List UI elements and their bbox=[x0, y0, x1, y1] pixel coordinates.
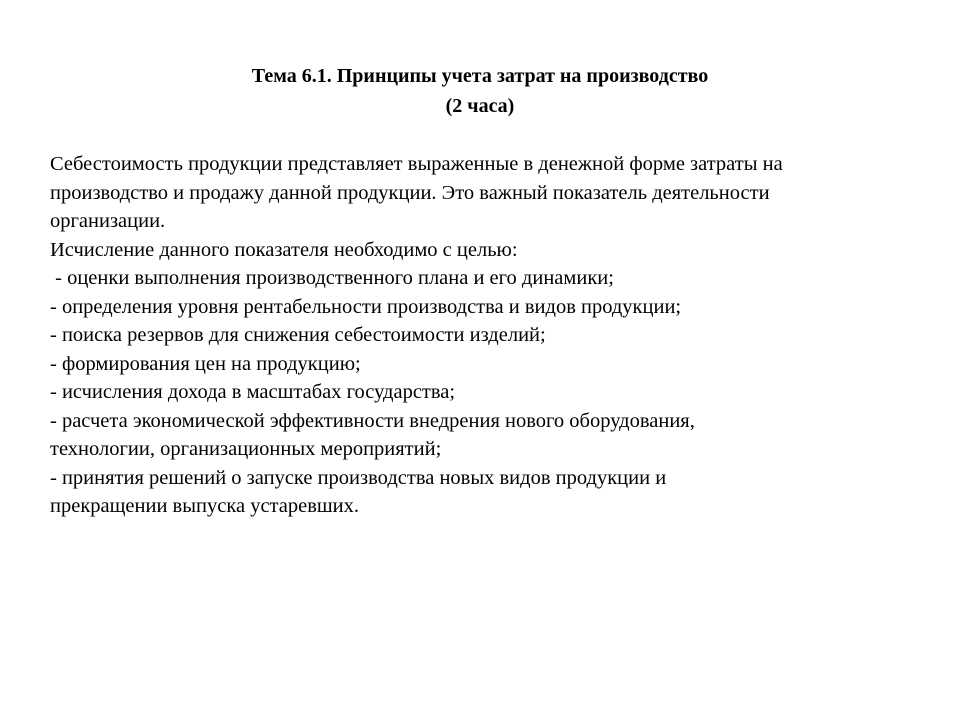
list-item: - исчисления дохода в масштабах государства; bbox=[50, 381, 456, 403]
body-text bbox=[50, 150, 930, 521]
title-line-2: (2 часа) bbox=[445, 95, 515, 117]
body-line: производство и продажу данной продукции. Это важный показатель деятельности bbox=[50, 181, 770, 204]
list-item-continuation: технологии, организационных мероприятий; bbox=[50, 438, 442, 460]
list-item: - принятия решений о запуске производства новых видов продукции и bbox=[50, 466, 667, 489]
body-line: организации. bbox=[50, 210, 166, 232]
list-item: - поиска резервов для снижения себестоимости изделий; bbox=[50, 324, 546, 346]
list-item: - определения уровня рентабельности производства и видов продукции; bbox=[50, 295, 682, 318]
list-item: - расчета экономической эффективности внедрения нового оборудования, bbox=[50, 409, 695, 432]
body-line: Исчисление данного показателя необходимо с целью: bbox=[50, 238, 518, 261]
list-item-continuation: прекращении выпуска устаревших. bbox=[50, 495, 360, 517]
list-item: - оценки выполнения производственного плана и его динамики; bbox=[50, 267, 614, 289]
list-item: - формирования цен на продукцию; bbox=[50, 352, 361, 375]
slide-title bbox=[0, 61, 960, 121]
title-line-1: Тема 6.1. Принципы учета затрат на производство bbox=[251, 65, 709, 87]
body-line: Себестоимость продукции представляет выраженные в денежной форме затраты на bbox=[50, 153, 783, 175]
